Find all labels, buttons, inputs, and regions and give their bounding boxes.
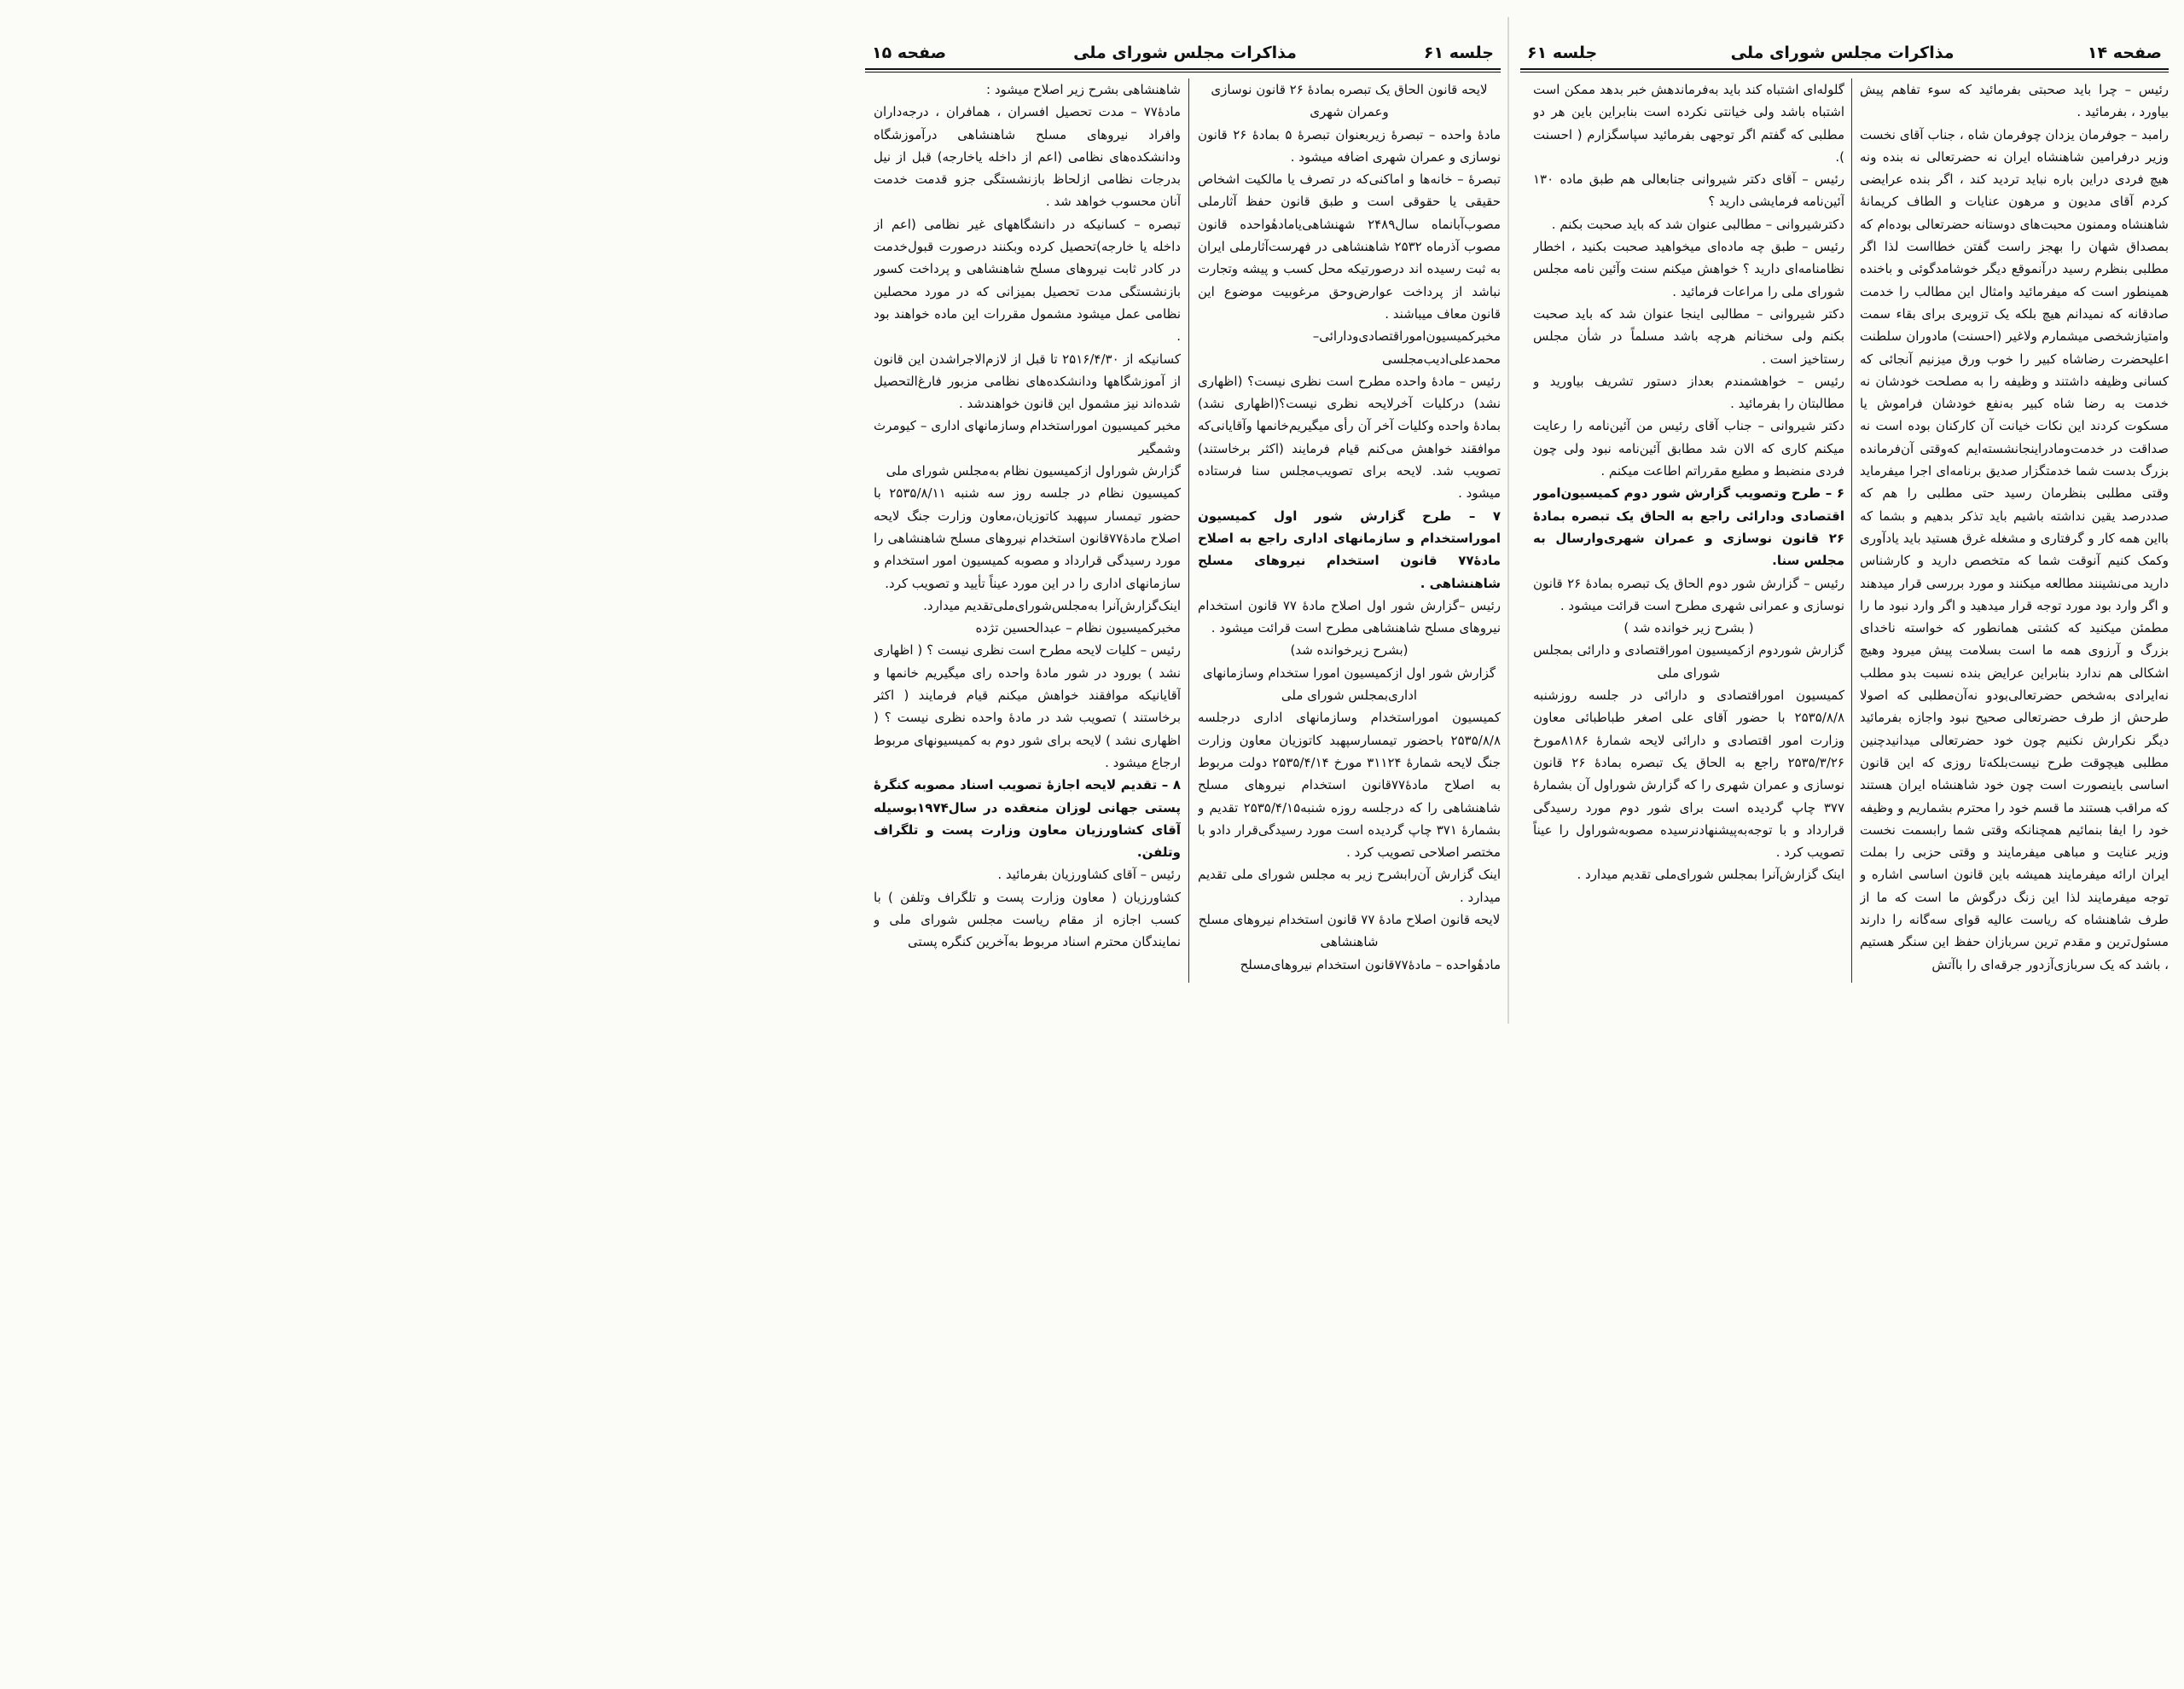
report-title: گزارش شور اول ازکمیسیون امورا ستخدام وسازمانهای اداری‌بمجلس شورای ملی [1202, 665, 1496, 704]
header-rule [865, 68, 1501, 70]
paragraph: مادهٔ واحده – تبصرهٔ زیربعنوان تبصرهٔ ۵ بمادهٔ ۲۶ قانون نوسازی و عمران شهری اضافه میشود . [1198, 126, 1501, 165]
paragraph: رئیس – آقای کشاورزیان بفرمائید . [997, 867, 1181, 883]
book-spread [846, 0, 2184, 1032]
paragraph: شاهنشاهی بشرح زیر اصلاح میشود : [986, 82, 1181, 97]
paragraph: تبصره – کسانیکه در دانشگاههای غیر نظامی (اعم از داخله یا خارجه)تحصیل کرده وبکنند درصورت قبول‌خدمت در کادر ثابت نیروهای مسلح شاهنشاهی و پرداخت کسور بازنشستگی مدت تحصیل بمیزانی که در مورد محصلین نظامی عمل میشود مشمول مقررات این ماده خواهند بود . [874, 216, 1181, 345]
paragraph: گلوله‌ای اشتباه کند باید به‌فرماندهش خبر بدهد ممکن است اشتباه باشد ولی خیانتی نکرده است بنابراین باین هر دو مطلبی که گفتم اگر توجهی بفرمائید سپاسگزارم ( احسنت ). [1533, 82, 1844, 165]
paragraph: رئیس – چرا باید صحبتی بفرمائید که سوء تفاهم پیش بیاورد ، بفرمائید . [1860, 82, 2169, 120]
paragraph: کمیسیون اموراستخدام وسازمانهای اداری درجلسه ۲۵۳۵/۸/۸ باحضور تیمسارسپهبد کاتوزیان معاون وزارت جنگ لایحه شمارهٔ ۳۱۱۲۴ مورخ ۲۵۳۵/۴/۱۴ دولت مربوط به اصلاح مادهٔ۷۷قانون استخدام نیروهای مسلح شاهنشاهی را که درجلسه روزه شنبه۲۵۳۵/۴/۱۵ تقدیم و بشمارهٔ ۳۷۱ چاپ گردیده است مورد رسیدگی‌قرار دادو با مختصر اصلاحی تصویب کرد . [1198, 710, 1501, 861]
section-heading: ۶ – طرح وتصویب گزارش شور دوم کمیسیون‌امور اقتصادی ودارائی راجع به الحاق یک تبصره بمادهٔ ۲۶ قانون نوسازی و عمران شهری‌وارسال به مجلس سنا. [1533, 485, 1844, 569]
text-column-right [1860, 78, 2169, 1025]
paragraph: مادهٔواحده – مادهٔ۷۷قانون استخدام نیروهای‌مسلح [1240, 956, 1501, 972]
paragraph: کمیسیون اموراقتصادی و دارائی در جلسه روزشنبه ۲۵۳۵/۸/۸ با حضور آقای علی اصغر طباطبائی معاون وزارت امور اقتصادی و دارائی لایحه شمارهٔ ۸۱۸۶مورخ ۲۵۳۵/۳/۲۶ راجع به الحاق یک تبصره بمادهٔ ۲۶ قانون نوسازی و عمران شهری را که گزارش شوراول آن بشمارهٔ ۳۷۷ چاپ گردیده است برای شور دوم مورد رسیدگی قرارداد و با توجه‌به‌پیشنهادنرسیده مصوبه‌شوراول را عیناً تصویب کرد . [1533, 688, 1844, 861]
publication-title: مذاکرات مجلس شورای ملی [1073, 44, 1297, 62]
header-rule [1520, 68, 2169, 70]
text-column-left [1533, 78, 1844, 1025]
paragraph: کمیسیون نظام در جلسه روز سه شنبه ۲۵۳۵/۸/۱۱ با حضور تیمسار سپهبد کاتوزیان،معاون وزارت جنگ لایحه اصلاح مادهٔ۷۷قانون استخدام نیروهای مسلح شاهنشاهی را مورد رسیدگی قرارداد و مصوبه کمیسیون امور استخدام و سازمانهای اداری را در این مورد عیناً تأیید و تصویب کرد. [874, 485, 1181, 591]
paragraph: دکتر شیروانی – مطالبی اینجا عنوان شد که باید صحبت بکنم ولی سخنانم هرچه باشد مسلماً در شأن مجلس رستاخیز است . [1533, 305, 1844, 367]
text-column-left [874, 78, 1181, 1025]
paragraph: رئیس – مادهٔ واحده مطرح است نظری نیست؟ (اظهاری نشد) درکلیات آخرلایحه نظری نیست؟(اظهاری نشد) بمادهٔ واحده وکلیات آخر آن رأی میگیریم‌خانمها وآقایانی‌که موافقند خواهش می‌کنم قیام فرمایند (اکثر برخاستند) تصویب شد. لایحه برای تصویب‌مجلس سنا فرستاده میشود . [1198, 373, 1501, 502]
paragraph: دکتر شیروانی – جناب آقای رئیس من آئین‌نامه را رعایت میکنم کاری که الان شد مطابق آئین‌نامه نبود ولی چون فردی منضبط و مطیع مقرراتم اطاعت میکنم . [1533, 418, 1844, 479]
publication-title: مذاکرات مجلس شورای ملی [1730, 44, 1955, 62]
bill-title: لایحه قانون اصلاح مادهٔ ۷۷ قانون استخدام نیروهای مسلح شاهنشاهی [1198, 911, 1501, 950]
bill-title: لایحه قانون الحاق یک تبصره بمادهٔ ۲۶ قانون نوسازی وعمران شهری [1211, 82, 1488, 120]
paragraph: اینک گزارش آن‌رابشرح زیر به مجلس شورای ملی تقدیم میدارد . [1198, 867, 1501, 905]
page-number: صفحه ۱۴ [2087, 44, 2162, 62]
paragraph: دکترشیروانی – مطالبی عنوان شد که باید صحبت بکنم . [1551, 216, 1844, 232]
page-gutter [1507, 17, 1509, 1024]
page-header [865, 36, 1501, 70]
page-header [1520, 36, 2169, 70]
read-note: (بشرح زیرخوانده شد) [1290, 642, 1409, 659]
page-14 [1520, 0, 2169, 1032]
paragraph: کشاورزیان ( معاون وزارت پست و تلگراف وتلفن ) با کسب اجازه از مقام ریاست مجلس شورای ملی و نمایندگان محترم اسناد مربوط به‌آخرین کنگره پستی [874, 889, 1181, 950]
paragraph: رئیس – آقای دکتر شیروانی جنابعالی هم طبق ماده ۱۳۰ آئین‌نامه فرمایشی دارید ؟ [1533, 171, 1844, 210]
text-column-right [1198, 78, 1501, 1025]
paragraph: مادهٔ۷۷ – مدت تحصیل افسران ، همافران ، درجه‌داران وافراد نیروهای مسلح شاهنشاهی درآموزشگاه ودانشکده‌های نظامی (اعم از داخله یاخارجه) قبل از نیل بدرجات نظامی ازلحاظ بازنشستگی جزو قدمت خدمت آنان محسوب خواهد شد . [874, 104, 1181, 210]
paragraph: رامبد – جوفرمان یزدان چوفرمان شاه ، جناب آقای نخست وزیر درفرامین شاهنشاه ایران نه حضرتعالی نه بنده ونه هیچ فردی دراین باره نباید تردید کند ، اگر بنده عرایضی کردم آقای مدیون و مرهون عنایات و الطاف کریمانهٔ شاهنشاه وممنون محبت‌های دوستانه حضرتعالی بوده‌ام که بمصداق شهان را بهجز راست گفتن خطااست لذا اگر مطلبی بنظرم رسید درآنموقع دیگر خوشامدگوئی و باخنده همینطور است که میفرمائید وامثال این مطالب را خدمت صادقانه که نمیدانم هیچ بلکه یک تزویری برای بقاء سمت وامتیازشخصی میشمارم ولاغیر (احسنت) مادوران سلطنت اعلیحضرت رضاشاه کبیر را خوب ورق میزنیم آنجائی که کسانی وظیفه داشتند و وظیفه‌ را به مصلحت خودشان نه خدمت به رضا شاه کبیر به‌نفع خودشان فراموش یا مسکوت کردند این نکات خیانت آن کارکنان بوده است نه صداقت در خدمت‌ومادراینجانشسته‌ایم که‌وقتی آن‌فرمانده بزرگ بدست شما خدمتگزار صدیق برنامه‌ای اجرا میفرماید وقتی مطلبی بنظرمان رسید حتی مطلبی را هم که صددرصد یقین نداشته باشیم باید تذکر بدهیم و بشما که بااین همه کار و گرفتاری و مشغله غرق هستید باید یادآوری وکمک کنیم آنوقت شما که متخصص دارید و کارشناس دارید می‌نشینند مطالعه میکنند و مورد بررسی قرار میدهند و اگر وارد بود مورد توجه قرار میدهید و اگر وارد نبود ما را مطمئن میکنید که کشتی همانطور که خواسته ناخدای بزرگ و آرزوی همه ما است بسلامت پیش میرود وهیچ اشکالی هم ندارد بنابراین عرایض بنده نسبت بدو مطلب نه‌ایرادی به‌شخص حضرتعالی‌بودو نه‌آن‌مطلبی که اصولا طرحش از طرف حضرتعالی صحیح نبود واجازه بفرمائید دیگر نکرارش نکنیم چون خود حضرتعالی میدانیدچنین مطلبی هیچوقت طرح نیست‌بلکه‌تا روزی که این قانون اساسی باینصورت است چون خود شاهنشاه ایران هستند که مراقب هستند ما قسم خود را محترم بشماریم و وظیفه خود را ایفا بنمائیم همچنانکه وقتی شما رابسمت نخست وزیر عنایت و مباهی میفرمایند و وقتی حزبی را بملت ایران ارائه میفرمایند همیشه باین قانون اساسی اشاره و توجه میفرمایند لذا این زنگ درگوش ما است که ما از طرف شاهنشاه که ریاست عالیه قوای سه‌گانه را دارند مسئول‌ترین و مقدم ترین سربازان حفظ این سنگر هستیم ، باشد که یک سربازی‌آزدور جرقه‌ای را باآتش [1860, 126, 2169, 972]
report-title: گزارش شوراول ازکمیسیون نظام به‌مجلس شورای ملی [886, 463, 1181, 479]
session-number: جلسه ۶۱ [1423, 44, 1494, 62]
paragraph: رئیس – کلیات لایحه مطرح است نظری نیست ؟ ( اظهاری نشد ) بورود در شور مادهٔ واحده رای میگیریم خانمها و آقایانیکه موافقند خواهش میکنم قیام فرمایند ( اکثر برخاستند ) تصویب شد در مادهٔ واحده نظری نیست ؟ ( اظهاری نشد ) لایحه برای شور دوم به کمیسیونهای مربوط ارجاع میشود . [874, 642, 1181, 770]
rapporteur-line: مخبر کمیسیون اموراستخدام وسازمانهای اداری – کیومرث وشمگیر [874, 418, 1181, 456]
page-number: صفحه ۱۵ [872, 44, 947, 62]
read-note: ( بشرح زیر خوانده شد ) [1623, 620, 1754, 636]
rapporteur-line: مخبرکمیسیون نظام – عبدالحسین تژده [975, 620, 1181, 636]
column-divider [1851, 78, 1852, 983]
session-number: جلسه ۶۱ [1527, 44, 1598, 62]
paragraph: رئیس –گزارش شور اول اصلاح مادهٔ ۷۷ قانون استخدام نیروهای مسلح شاهنشاهی مطرح است قرائت میشود . [1198, 597, 1501, 636]
column-divider [1188, 78, 1189, 983]
section-heading: ۷ – طرح گزارش شور اول کمیسیون اموراستخدام و سازمانهای اداری راجع به اصلاح مادهٔ۷۷ قانون استخدام نیروهای مسلح شاهنشاهی . [1198, 508, 1501, 591]
paragraph: تبصرهٔ – خانه‌ها و اماکنی‌که در تصرف یا مالکیت اشخاص حقیقی یا حقوقی است و طبق قانون حفظ آثارملی مصوب‌آبانماه سال۲۴۸۹ شهنشاهی‌یامادهٔواحده قانون مصوب آذرماه ۲۵۳۲ شاهنشاهی در فهرست‌آثارملی ایران به ثبت رسیده اند درصورتیکه محل کسب و پیشه وتجارت نباشد از پرداخت عوارض‌وحق مرغوبیت موضوع این قانون معاف میباشند . [1198, 171, 1501, 322]
paragraph: رئیس – گزارش شور دوم الحاق یک تبصره بمادهٔ ۲۶ قانون نوسازی و عمرانی شهری مطرح است قرائت میشود . [1533, 575, 1844, 613]
paragraph: اینک‌گزارش‌آنرا به‌مجلس‌شورای‌ملی‌تقدیم میدارد. [923, 597, 1181, 613]
header-rule-thin [1520, 72, 2169, 73]
header-rule-thin [865, 72, 1501, 73]
paragraph: کسانیکه از ۲۵۱۶/۴/۳۰ تا قبل از لازم‌الاجراشدن این قانون از آموزشگاهها ودانشکده‌های نظامی مزبور فارغ‌التحصیل شده‌اند نیز مشمول این قانون خواهندشد . [874, 351, 1181, 412]
page-15 [865, 0, 1501, 1032]
paragraph: رئیس – طبق چه ماده‌ای میخواهید صحبت بکنید ، اخطار نظامنامه‌ای دارید ؟ خواهش میکنم سنت وآئین نامه مجلس شورای ملی را مراعات فرمائید . [1533, 239, 1844, 299]
paragraph: رئیس – خواهشمندم بعداز دستور تشریف بیاورید و مطالبتان را بفرمائید . [1533, 373, 1844, 412]
report-title: گزارش شوردوم ازکمیسیون اموراقتصادی و دارائی بمجلس شورای ملی [1533, 642, 1844, 681]
paragraph: اینک گزارش‌آنرا بمجلس شورای‌ملی تقدیم میدارد . [1577, 867, 1844, 883]
section-heading: ۸ – تقدیم لایحه اجازهٔ تصویب اسناد مصوبه کنگرهٔ پستی جهانی لوزان منعقده در سال۱۹۷۴بوسیله آقای کشاورزیان معاون وزارت پست و تلگراف وتلفن. [874, 777, 1181, 861]
rapporteur-line: مخبرکمیسیون‌اموراقتصادی‌ودارائی‌–محمدعلی‌ادیب‌مجلسی [1312, 328, 1501, 367]
